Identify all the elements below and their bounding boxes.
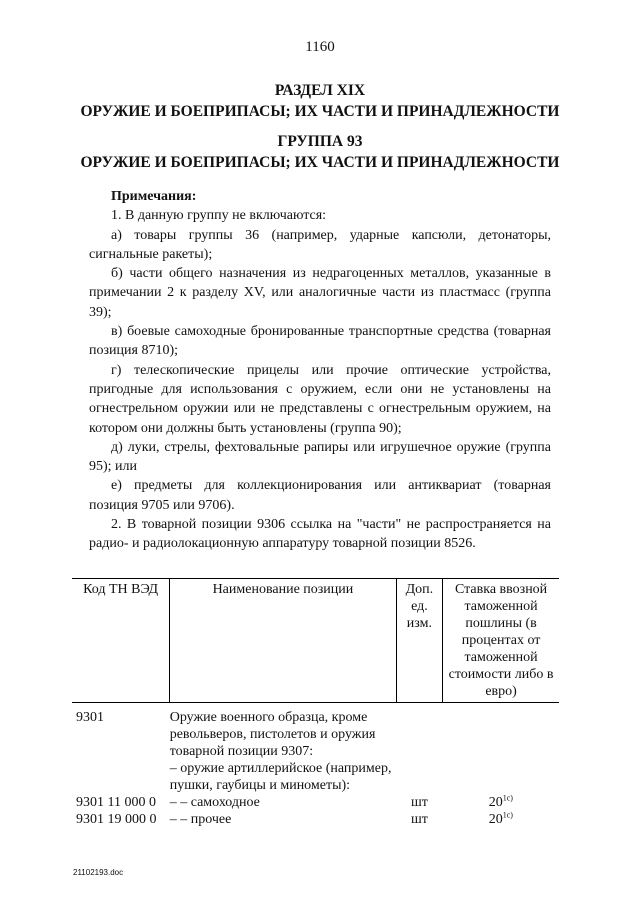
group-label: ГРУППА 93 (277, 133, 363, 150)
row-name: – оружие артиллерийское (например, пушки, гаубицы и минометы): (169, 761, 392, 793)
group-title: ОРУЖИЕ И БОЕПРИПАСЫ; ИХ ЧАСТИ И ПРИНАДЛЕЖНОСТИ (80, 154, 560, 171)
document-filename: 21102193.doc (73, 868, 124, 877)
notes-title: Примечания: (111, 189, 197, 204)
note-item: е) предметы для коллекционирования или антиквариат (товарная позиция 9705 или 9706). (89, 478, 551, 513)
row-unit (396, 760, 443, 794)
header-unit: Доп. ед. изм. (396, 579, 443, 703)
note-item: в) боевые самоходные бронированные транспортные средства (товарная позиция 8710); (89, 324, 551, 359)
note-item: б) части общего назначения из недрагоценных металлов, указанные в примечании 2 к разделу XV, или аналогичные части из пластмасс (группа 39); (89, 266, 551, 320)
section-label: РАЗДЕЛ XIX (274, 82, 366, 99)
section-title: ОРУЖИЕ И БОЕПРИПАСЫ; ИХ ЧАСТИ И ПРИНАДЛЕЖНОСТИ (80, 103, 560, 120)
header-name: Наименование позиции (170, 579, 396, 703)
header-rate: Ставка ввозной таможенной пошлины (в процентах от таможенной стоимости либо в евро) (443, 579, 559, 703)
table-row (72, 703, 559, 761)
row-name: – – прочее (169, 812, 232, 827)
row-code (72, 760, 170, 794)
note-item: а) товары группы 36 (например, ударные капсюли, детонаторы, сигнальные ракеты); (89, 227, 551, 262)
row-rate (443, 811, 559, 828)
row-unit: шт (410, 812, 428, 827)
note-item: г) телескопические прицелы или прочие оптические устройства, пригодные для использования с оружием, если они не установлены на огнестрельном оружии или не представлены с огнестрельным оружием, на котором они должны быть установлены (группа 90); (89, 362, 551, 436)
row-code: 9301 11 000 0 (76, 795, 156, 810)
group-heading (0, 131, 640, 173)
rate-note: 1с) (502, 810, 513, 820)
row-rate (443, 760, 559, 794)
header-code: Код ТН ВЭД (72, 579, 170, 703)
rate-value: 20 (488, 795, 503, 810)
page-number: 1160 (305, 39, 335, 55)
note-item: д) луки, стрелы, фехтовальные рапиры или игрушечное оружие (группа 95); или (89, 439, 551, 475)
row-code: 9301 19 000 0 (76, 812, 157, 827)
rate-note: 1с) (502, 793, 513, 803)
row-unit: шт (410, 795, 428, 810)
note-item: 2. В товарной позиции 9306 ссылка на "части" не распространяется на радио- и радиолокационную аппаратуру товарной позиции 8526. (89, 517, 551, 552)
row-code: 9301 (76, 710, 104, 725)
row-name: Оружие военного образца, кроме револьверов, пистолетов и оружия товарной позиции 9307: (169, 710, 376, 759)
note-item: 1. В данную группу не включаются: (111, 208, 327, 224)
tariff-table (72, 578, 559, 828)
notes-block (89, 187, 551, 554)
table-row (72, 811, 559, 828)
row-rate (443, 703, 559, 761)
section-heading (0, 80, 640, 122)
row-name: – – самоходное (169, 795, 260, 810)
rate-value: 20 (488, 812, 503, 827)
table-row (72, 794, 559, 811)
table-header-row (72, 579, 559, 703)
row-rate (443, 794, 559, 811)
row-unit (396, 703, 443, 761)
table-row (72, 760, 559, 794)
